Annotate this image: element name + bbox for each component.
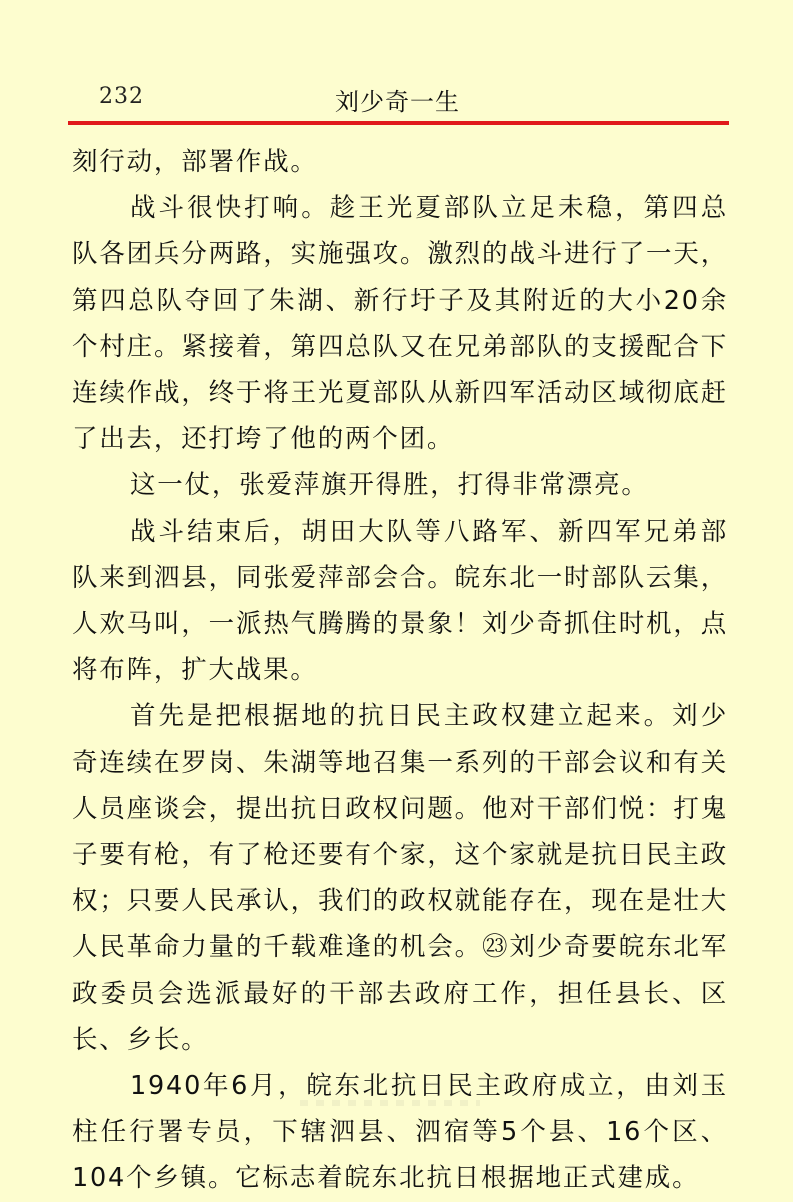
body-text [72,139,728,1202]
bottom-faint-marks [300,1100,480,1106]
paragraph-2: 战斗很快打响。趁王光夏部队立足未稳，第四总队各团兵分两路，实施强攻。激烈的战斗进行了一天，第四总队夺回了朱湖、新行圩子及其附近的大小20余个村庄。紧接着，第四总队又在兄弟部队的支援配合下连续作战，终于将王光夏部队从新四军活动区域彻底赶了出去，还打垮了他的两个团。 [72,193,728,455]
header-rule [68,121,729,125]
running-title: 刘少奇一生 [335,88,460,116]
paragraph-1: 刻行动，部署作战。 [72,147,318,177]
paragraph-4: 战斗结束后，胡田大队等八路军、新四军兄弟部队来到泗县，同张爱萍部会合。皖东北一时部队云集，人欢马叫，一派热气腾腾的景象！刘少奇抓住时机，点将布阵，扩大战果。 [72,516,728,686]
paragraph-3: 这一仗，张爱萍旗开得胜，打得非常漂亮。 [130,470,649,501]
paragraph-5: 首先是把根据地的抗日民主政权建立起来。刘少奇连续在罗岗、朱湖等地召集一系列的干部会议和有关人员座谈会，提出抗日政权问题。他对干部们悦：打鬼子要有枪，有了枪还要有个家，这个家就是抗日民主政权；只要人民承认，我们的政权就能存在，现在是壮大人民革命力量的千载难逢的机会。㉓刘少奇要皖东北军政委员会选派最好的干部去政府工作，担任县长、区长、乡长。 [72,701,728,1055]
page-number: 232 [99,84,144,109]
paragraph-6: 1940年6月，皖东北抗日民主政府成立，由刘玉柱任行署专员，下辖泗县、泗宿等5个县、16个区、104个乡镇。它标志着皖东北抗日根据地正式建成。 [72,1071,728,1194]
